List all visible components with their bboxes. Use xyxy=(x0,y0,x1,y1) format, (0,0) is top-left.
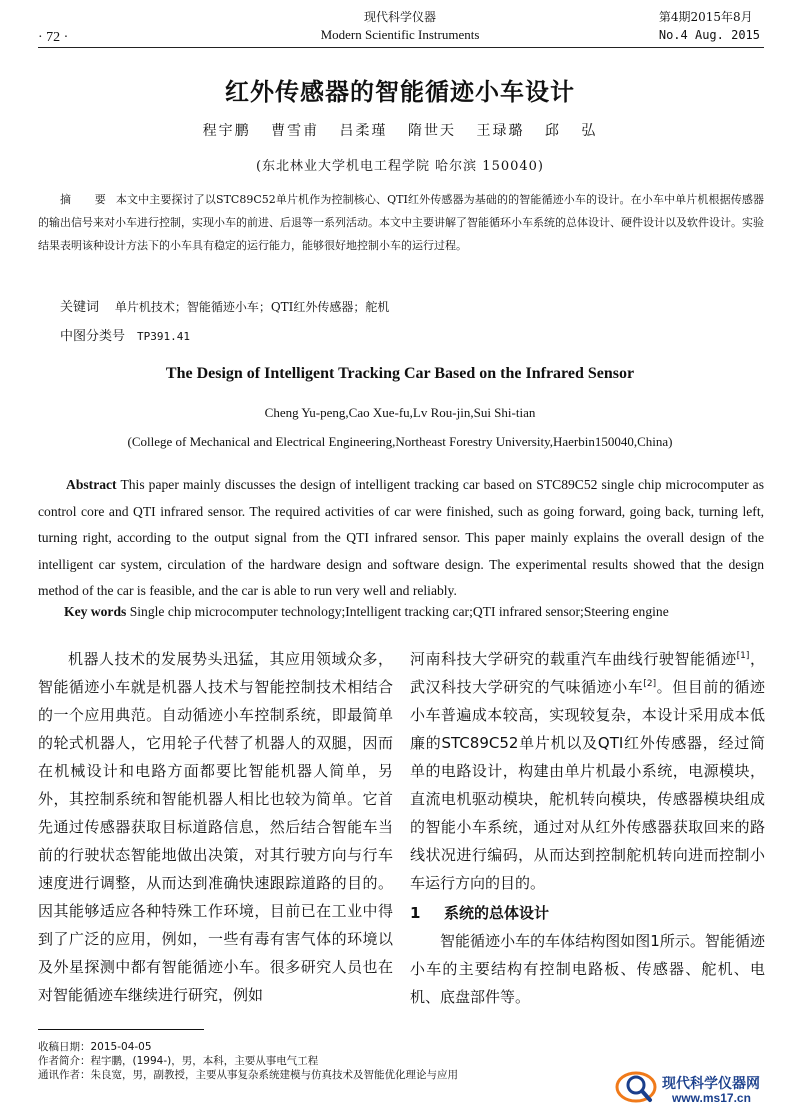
issue-en: No.4 Aug. 2015 xyxy=(658,28,760,42)
authors-en: Cheng Yu-peng,Cao Xue-fu,Lv Rou-jin,Sui Shi-tian xyxy=(264,405,536,420)
issue-info xyxy=(659,8,760,44)
article-title-en: The Design of Intelligent Tracking Car Based on the Infrared Sensor xyxy=(165,365,635,382)
header-rule xyxy=(38,47,764,48)
intro-text-c: 。但目前的循迹小车普遍成本较高，实现较复杂，本设计采用成本低廉的STC89C52单片机以及QTI红外传感器，经过简单的电路设计，构建由单片机最小系统，电源模块，直流电机驱动模块，舵机转向模块，传感器模块组成的智能小车系统，通过对从红外传感器获取回来的路线状况进行编码，从而达到控制舵机转向进而控制小车运行方向的目的。 xyxy=(410,678,765,892)
reference-2: [2] xyxy=(643,679,657,689)
magnifier-icon xyxy=(614,1067,660,1107)
issue-cn: 第4期2015年8月 xyxy=(658,10,753,24)
page-number: · 72 · xyxy=(38,30,69,45)
keywords-label-en: Key words xyxy=(64,604,127,619)
footnote-rule xyxy=(38,1029,204,1030)
footnote-received: 收稿日期：2015-04-05 xyxy=(38,1041,152,1053)
intro-text-a: 河南科技大学研究的载重汽车曲线行驶智能循迹 xyxy=(410,650,737,668)
intro-paragraph-continued xyxy=(410,645,765,897)
intro-paragraph: 机器人技术的发展势头迅猛，其应用领域众多，智能循迹小车就是机器人技术与智能控制技术相结合的一个应用典范。自动循迹小车控制系统，即最简单的轮式机器人，它用轮子代替了机器人的双腿，因而在机械设计和电路方面都要比智能机器人简单，另外，其控制系统和智能机器人相比也较为简单。它首先通过传感器获取目标道路信息，然后结合智能车当前的行驶状态智能地做出决策，对其行驶方向与行车速度进行调整，从而达到准确快速跟踪道路的目的。因其能够适应各种特殊工作环境，目前已在工业中得到了广泛的应用，例如，一些有毒有害气体的环境以及外星探测中都有智能循迹小车。很多研究人员也在对智能循迹车继续进行研究，例如 xyxy=(38,650,393,1004)
journal-name-cn: 现代科学仪器 xyxy=(363,10,436,24)
reference-1: [1] xyxy=(736,651,750,661)
keywords-label-cn: 关键词 xyxy=(60,300,100,315)
watermark-name: 现代科学仪器网 xyxy=(662,1076,760,1092)
watermark-logo xyxy=(614,1067,794,1107)
intro-text-b: ，武汉科技大学研究的气味循迹小车 xyxy=(410,650,765,696)
section-1-title: 系统的总体设计 xyxy=(444,904,550,922)
article-title-cn: 红外传感器的智能循迹小车设计 xyxy=(225,78,575,106)
section-1-number: 1 xyxy=(410,904,421,922)
abstract-text-cn: 本文中主要探讨了以STC89C52单片机作为控制核心、QTI红外传感器为基础的的智能循迹小车的设计。在小车中单片机根据传感器的输出信号来对小车进行控制，实现小车的前进、后退等一系列活动。本文中主要讲解了智能循环小车系统的总体设计、硬件设计以及软件设计。实验结果表明该种设计方法下的小车具有稳定的运行能力，能够很好地控制小车的运行过程。 xyxy=(38,193,764,252)
keywords-text-cn: 单片机技术；智能循迹小车；QTI红外传感器；舵机 xyxy=(114,300,390,314)
authors-cn: 程宇鹏 曹雪甫 吕柔瑾 隋世天 王琭璐 邱 弘 xyxy=(202,123,598,139)
body-column-left xyxy=(38,645,393,1009)
class-code: TP391.41 xyxy=(137,330,190,343)
abstract-cn xyxy=(38,188,764,257)
class-label-cn: 中图分类号 xyxy=(60,329,126,344)
affiliation-en: (College of Mechanical and Electrical Engineering,Northeast Forestry University,Haerbin150040,China) xyxy=(127,434,673,449)
watermark-url: www.ms17.cn xyxy=(672,1091,751,1105)
abstract-en xyxy=(38,472,764,605)
section-1-paragraph: 智能循迹小车的车体结构图如图1所示。智能循迹小车的主要结构有控制电路板、传感器、舵机、电机、底盘部件等。 xyxy=(410,932,765,1006)
abstract-label-cn: 摘 要 xyxy=(60,193,116,206)
body-column-right xyxy=(410,645,765,1011)
keywords-cn xyxy=(60,296,389,315)
journal-name-en: Modern Scientific Instruments xyxy=(320,27,480,42)
keywords-text-en: Single chip microcomputer technology;Intelligent tracking car;QTI infrared sensor;Steering engine xyxy=(129,604,669,619)
footnote-author: 作者简介：程宇鹏，(1994-)，男，本科，主要从事电气工程 xyxy=(38,1055,319,1067)
keywords-en xyxy=(64,604,669,620)
affiliation-cn: (东北林业大学机电工程学院 哈尔滨 150040) xyxy=(255,159,545,174)
footnote-corresponding: 通讯作者：朱良宽，男，副教授，主要从事复杂系统建模与仿真技术及智能优化理论与应用 xyxy=(38,1069,458,1081)
classification-cn xyxy=(60,325,190,344)
footnotes xyxy=(38,1040,458,1082)
abstract-text-en: This paper mainly discusses the design of intelligent tracking car based on STC89C52 single chip microcomputer as control core and QTI infrared sensor. The required activities of car were finished, such as going forward, going back, turning left, turning right, according to the output signal from the QTI infrared sensor. This paper mainly explains the overall design of the intelligent car system, circulation of the hardware design and software design. The experimental results showed that the design method of the car is feasible, and the car is able to run very well and reliably. xyxy=(38,477,765,598)
abstract-label-en: Abstract xyxy=(66,477,117,492)
section-1-heading xyxy=(410,899,765,927)
